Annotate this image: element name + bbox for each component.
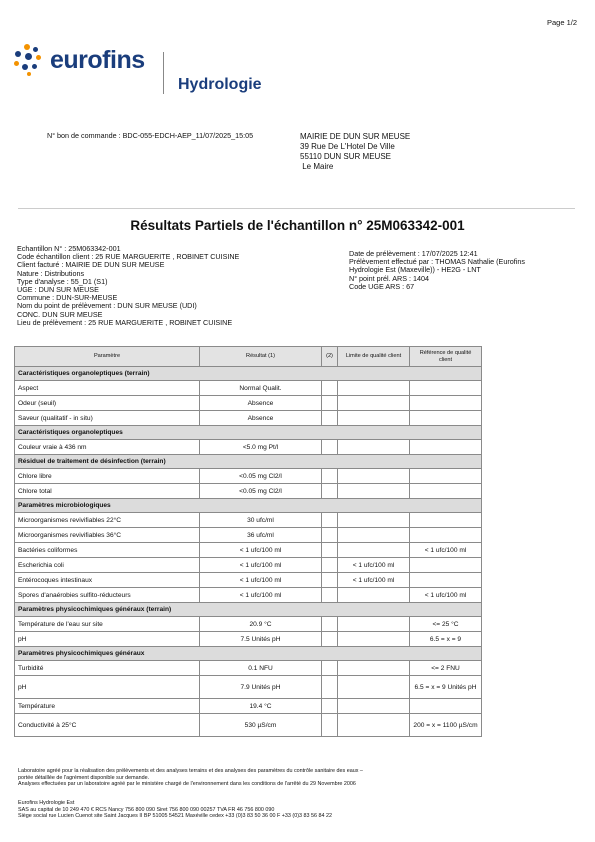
blank-cell [482,455,583,469]
result-cell: 20.9 °C [200,617,322,632]
result-cell: < 1 ufc/100 ml [200,558,322,573]
param-cell: Température [15,699,200,714]
table-row [15,469,583,484]
param-cell: Spores d'anaérobies sulfito-réducteurs [15,588,200,603]
note-cell [322,381,338,396]
result-cell: 19.4 °C [200,699,322,714]
blank-cell [482,588,583,603]
sample-info-line: Echantillon N° : 25M063342-001 [17,244,121,253]
limit-cell [338,661,410,676]
sample-info-left [17,245,239,327]
result-cell: <5.0 mg Pt/l [200,440,322,455]
limit-cell [338,381,410,396]
header-blank [482,347,583,367]
blank-cell [482,573,583,588]
ref-cell [410,528,482,543]
blank-cell [482,661,583,676]
results-body [15,367,583,737]
limit-cell: < 1 ufc/100 ml [338,573,410,588]
footer-line: SAS au capital de 10 249 470 € RCS Nancy 756 800 090 Siret 756 800 090 00257 TVA FR 46 756 800 090 [18,806,275,813]
header-limit: Limite de qualité client [338,347,410,367]
table-row [15,440,583,455]
section-title: Caractéristiques organoleptiques (terrain) [15,367,482,381]
result-cell: <0.05 mg Cl2/l [200,469,322,484]
blank-cell [482,396,583,411]
param-cell: Escherichia coli [15,558,200,573]
sample-info-right [349,250,579,291]
blank-cell [482,647,583,661]
blank-cell [482,603,583,617]
limit-cell: < 1 ufc/100 ml [338,558,410,573]
note-cell [322,588,338,603]
order-number: N° bon de commande : BDC-055-EDCH-AEP_11/07/2025_15:05 [47,131,254,140]
limit-cell [338,513,410,528]
ref-cell [410,484,482,499]
limit-cell [338,699,410,714]
limit-cell [338,543,410,558]
table-row [15,588,583,603]
ref-cell: <= 25 °C [410,617,482,632]
result-cell: 530 µS/cm [200,714,322,737]
client-address [300,132,410,172]
param-cell: Entérocoques intestinaux [15,573,200,588]
ref-cell: <= 2 FNU [410,661,482,676]
table-row [15,513,583,528]
result-cell: < 1 ufc/100 ml [200,543,322,558]
note-cell [322,632,338,647]
note-cell [322,528,338,543]
note-cell [322,617,338,632]
blank-cell [482,381,583,396]
ref-cell [410,513,482,528]
param-cell: Température de l'eau sur site [15,617,200,632]
section-row [15,647,583,661]
note-cell [322,543,338,558]
sample-info-line: Nom du point de prélèvement : DUN SUR MEUSE (UDI) [17,301,197,311]
blank-cell [482,499,583,513]
param-cell: Saveur (qualitatif - in situ) [15,411,200,426]
note-cell [322,440,338,455]
sample-info-line: UGE : DUN SUR MEUSE [17,285,99,295]
limit-cell [338,469,410,484]
limit-cell [338,440,410,455]
limit-cell [338,632,410,647]
address-line: 39 Rue De L'Hotel De Ville [300,142,395,151]
table-row [15,543,583,558]
section-row [15,499,583,513]
footer-line: Eurofins Hydrologie Est [18,800,75,806]
table-row [15,676,583,699]
accreditation-note [18,768,578,788]
footer-line: Laboratoire agréé pour la réalisation des prélèvements et des analyses terrains et des analyses des paramètres du contrôle sanitaire des eaux – [18,768,363,774]
limit-cell [338,411,410,426]
param-cell: Odeur (seuil) [15,396,200,411]
ref-cell: 6.5 = x = 9 [410,632,482,647]
table-row [15,558,583,573]
param-cell: Bactéries coliformes [15,543,200,558]
limit-cell [338,528,410,543]
address-line: Le Maire [300,162,334,171]
result-cell: 36 ufc/ml [200,528,322,543]
note-cell [322,699,338,714]
blank-cell [482,528,583,543]
note-cell [322,469,338,484]
table-row [15,699,583,714]
blank-cell [482,699,583,714]
blank-cell [482,676,583,699]
ref-cell: < 1 ufc/100 ml [410,588,482,603]
table-row [15,661,583,676]
section-title: Caractéristiques organoleptiques [15,426,482,440]
header-ref: Référence de qualité client [410,347,482,367]
param-cell: Microorganismes revivifiables 22°C [15,513,200,528]
section-row [15,455,583,469]
param-cell: Turbidité [15,661,200,676]
note-cell [322,513,338,528]
division-name: Hydrologie [178,76,262,93]
ref-cell: < 1 ufc/100 ml [410,543,482,558]
limit-cell [338,396,410,411]
sample-info-line: Commune : DUN-SUR-MEUSE [17,293,118,303]
header-result: Résultat (1) [200,347,322,367]
table-row [15,528,583,543]
ref-cell [410,440,482,455]
table-row [15,396,583,411]
limit-cell [338,617,410,632]
sample-info-line: Lieu de prélèvement : 25 RUE MARGUERITE , ROBINET CUISINE [17,317,233,327]
table-row [15,617,583,632]
result-cell: Absence [200,411,322,426]
table-row [15,573,583,588]
ref-cell [410,381,482,396]
section-title: Paramètres physicochimiques généraux [15,647,482,661]
sample-info-line: Client facturé : MAIRIE DE DUN SUR MEUSE [17,260,165,270]
divider [18,208,575,209]
param-cell: pH [15,632,200,647]
param-cell: Chlore total [15,484,200,499]
result-cell: 7.9 Unités pH [200,676,322,699]
blank-cell [482,558,583,573]
table-row [15,484,583,499]
sample-info-line: Hydrologie Est (Maxeville)) - HE2G - LNT [349,265,481,275]
note-cell [322,558,338,573]
result-cell: Normal Qualit. [200,381,322,396]
footer-line: Siège social rue Lucien Cuenot site Saint Jacques II BP 51005 54521 Maxéville cedex +33 (0)3 83 50 36 00 F +33 (0)3 83 56 84 22 [18,813,332,820]
sample-info-line: Code échantillon client : 25 RUE MARGUERITE , ROBINET CUISINE [17,252,240,262]
param-cell: pH [15,676,200,699]
param-cell: Microorganismes revivifiables 36°C [15,528,200,543]
limit-cell [338,588,410,603]
table-row [15,411,583,426]
note-cell [322,484,338,499]
table-row [15,632,583,647]
section-title: Paramètres microbiologiques [15,499,482,513]
results-table [14,346,583,737]
address-line: 55110 DUN SUR MEUSE [300,152,391,161]
address-line: MAIRIE DE DUN SUR MEUSE [300,132,411,141]
result-cell: 30 ufc/ml [200,513,322,528]
blank-cell [482,714,583,737]
ref-cell: 200 = x = 1100 µS/cm [410,714,482,737]
blank-cell [482,617,583,632]
page-number: Page 1/2 [546,18,577,27]
result-cell: < 1 ufc/100 ml [200,573,322,588]
blank-cell [482,632,583,647]
limit-cell [338,714,410,737]
header-note: (2) [322,347,338,367]
limit-cell [338,676,410,699]
result-cell: Absence [200,396,322,411]
result-cell: <0.05 mg Cl2/l [200,484,322,499]
ref-cell: 6.5 = x = 9 Unités pH [410,676,482,699]
sample-info-line: N° point prél. ARS : 1404 [349,273,429,283]
logo-divider [163,52,164,94]
ref-cell [410,699,482,714]
section-title: Résiduel de traitement de désinfection (terrain) [15,455,482,469]
param-cell: Conductivité à 25°C [15,714,200,737]
note-cell [322,396,338,411]
limit-cell [338,484,410,499]
blank-cell [482,426,583,440]
blank-cell [482,513,583,528]
sample-info-line: Prélèvement effectué par : THOMAS Nathalie (Eurofins [349,257,525,267]
footer-line: portée détaillée de l'agrément disponible sur demande. [18,774,150,781]
note-cell [322,714,338,737]
ref-cell [410,469,482,484]
blank-cell [482,440,583,455]
table-header-row [15,347,583,367]
sample-info-line: Type d'analyse : 55_D1 (S1) [17,276,108,286]
page-title: Résultats Partiels de l'échantillon n° 25M063342-001 [130,218,465,233]
sample-info-line: CONC. DUN SUR MEUSE [17,309,103,319]
sample-info-line: Date de prélèvement : 17/07/2025 12:41 [349,249,478,258]
section-title: Paramètres physicochimiques généraux (terrain) [15,603,482,617]
note-cell [322,573,338,588]
ref-cell [410,396,482,411]
brand-name: eurofins [50,46,145,74]
section-row [15,603,583,617]
sample-info-line: Nature : Distributions [17,268,85,278]
result-cell: 7.5 Unités pH [200,632,322,647]
result-cell: < 1 ufc/100 ml [200,588,322,603]
note-cell [322,411,338,426]
section-row [15,426,583,440]
param-cell: Couleur vraie à 436 nm [15,440,200,455]
ref-cell [410,558,482,573]
blank-cell [482,484,583,499]
footer-line: Analyses effectuées par un laboratoire agréé par le ministère chargé de l'environnement dans les conditions de l'arrêté du 29 Novembre 2006 [18,781,356,788]
table-row [15,381,583,396]
blank-cell [482,367,583,381]
section-row [15,367,583,381]
ref-cell [410,411,482,426]
param-cell: Chlore libre [15,469,200,484]
blank-cell [482,411,583,426]
param-cell: Aspect [15,381,200,396]
blank-cell [482,469,583,484]
note-cell [322,676,338,699]
note-cell [322,661,338,676]
result-cell: 0.1 NFU [200,661,322,676]
header-param: Paramètre [15,347,200,367]
ref-cell [410,573,482,588]
sample-info-line: Code UGE ARS : 67 [349,281,415,291]
company-info [18,800,578,820]
blank-cell [482,543,583,558]
table-row [15,714,583,737]
